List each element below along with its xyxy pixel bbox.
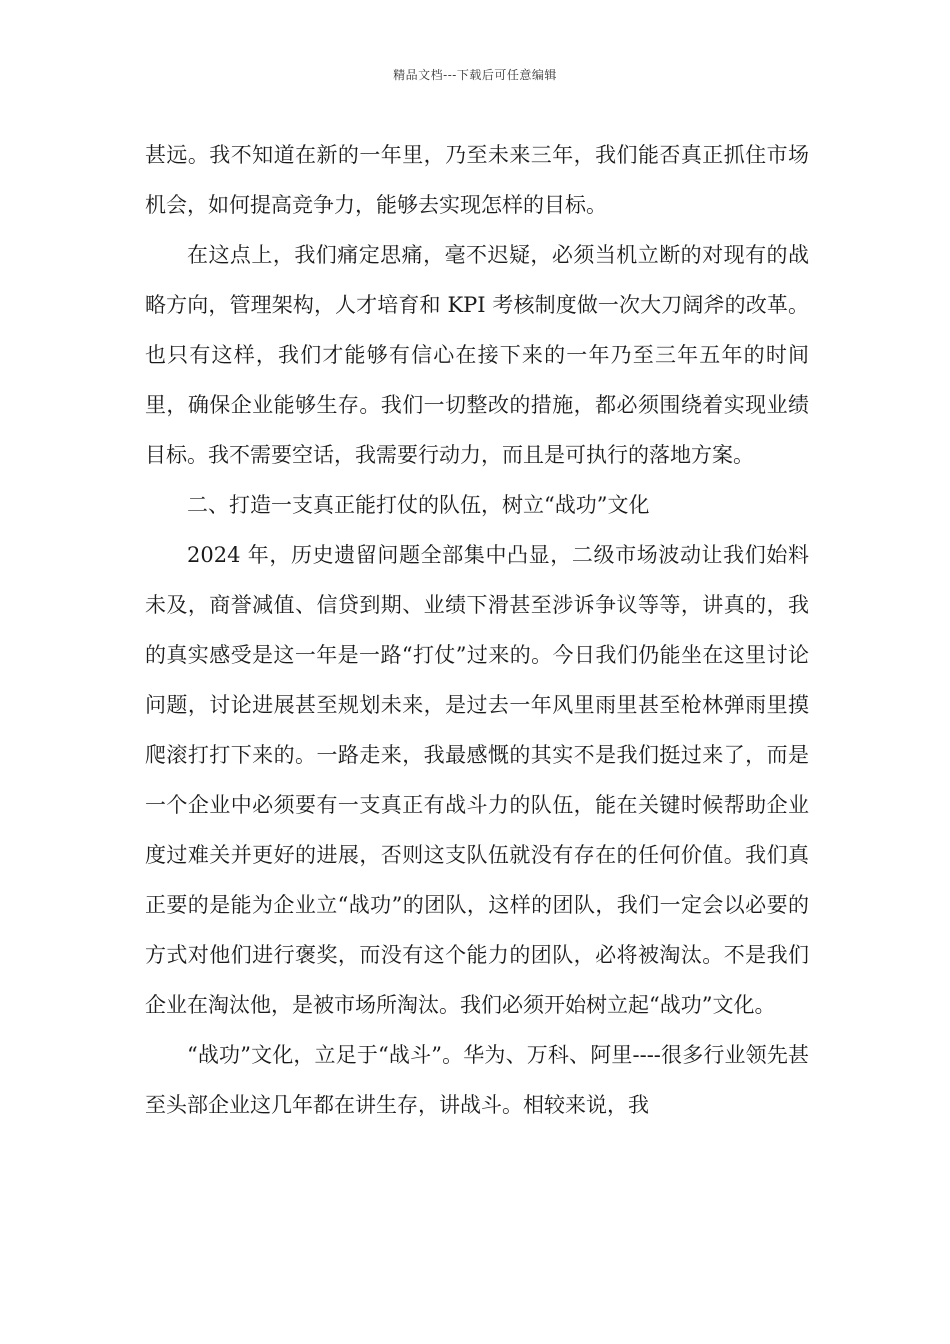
paragraph: 甚远。我不知道在新的一年里，乃至未来三年，我们能否真正抓住市场机会，如何提高竞争力，能够去实现怎样的目标。 (145, 143, 809, 217)
page-header: 精品文档---下载后可任意编辑 (393, 68, 557, 82)
section-heading: 二、打造一支真正能打仗的队伍，树立“战功”文化 (187, 493, 650, 517)
document-body (145, 130, 809, 1130)
paragraph: 2024 年，历史遗留问题全部集中凸显，二级市场波动让我们始料未及，商誉减值、信贷到期、业绩下滑甚至涉诉争议等等，讲真的，我的真实感受是这一年是一路“打仗”过来的。今日我们仍能坐在这里讨论问题，讨论进展甚至规划未来，是过去一年风里雨里甚至枪林弹雨里摸爬滚打打下来的。一路走来，我最感慨的其实不是我们挺过来了，而是一个企业中必须要有一支真正有战斗力的队伍，能在关键时候帮助企业度过难关并更好的进展，否则这支队伍就没有存在的任何价值。我们真正要的是能为企业立“战功”的团队，这样的团队，我们一定会以必要的方式对他们进行褒奖，而没有这个能力的团队，必将被淘汰。不是我们企业在淘汰他，是被市场所淘汰。我们必须开始树立起“战功”文化。 (145, 543, 809, 1017)
paragraph: “战功”文化，立足于“战斗”。华为、万科、阿里----很多行业领先甚至头部企业这几年都在讲生存，讲战斗。相较来说，我 (145, 1043, 809, 1117)
paragraph: 在这点上，我们痛定思痛，毫不迟疑，必须当机立断的对现有的战略方向，管理架构，人才培育和 KPI 考核制度做一次大刀阔斧的改革。也只有这样，我们才能够有信心在接下来的一年乃至三年五年的时间里，确保企业能够生存。我们一切整改的措施，都必须围绕着实现业绩目标。我不需要空话，我需要行动力，而且是可执行的落地方案。 (145, 243, 809, 467)
